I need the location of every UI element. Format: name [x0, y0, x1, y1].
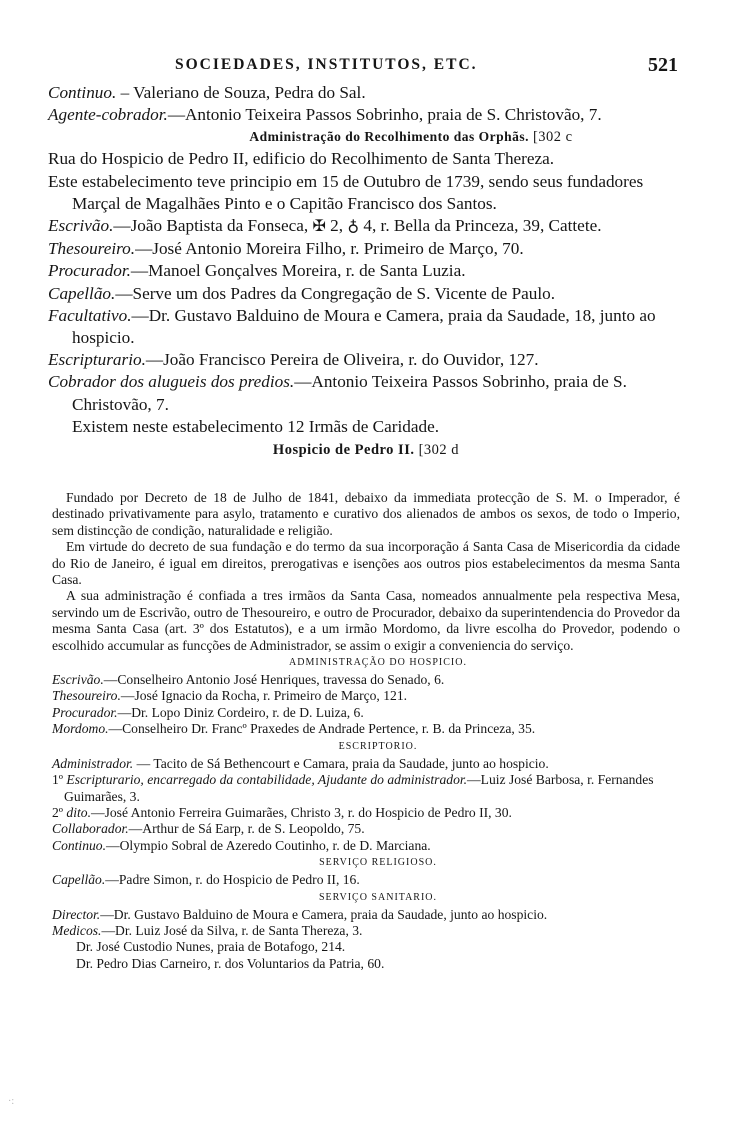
- paper-speck: ·:: [8, 1096, 15, 1107]
- entry-collaborador: Collaborador.—Arthur de Sá Earp, r. de S. Leopoldo, 75.: [52, 821, 365, 837]
- subheading-sanitario: SERVIÇO SANITARIO.: [318, 891, 438, 903]
- entry-label: Capellão.: [48, 283, 116, 303]
- entry-label: Director.: [52, 906, 101, 922]
- globe-cross-icon: ♁: [347, 218, 360, 236]
- subheading-religioso: SERVIÇO RELIGIOSO.: [319, 857, 437, 869]
- entry-label: Thesoureiro.: [48, 239, 136, 259]
- subheading-administracao: ADMINISTRAÇÃO DO HOSPICIO.: [289, 657, 467, 669]
- entry-label: Facultativo.: [48, 305, 132, 325]
- entry-label: Capellão.: [52, 872, 106, 888]
- entry-escripturario: Escripturario.—João Francisco Pereira de Oliveira, r. do Ouvidor, 127.: [48, 350, 539, 370]
- entry-label: dito.: [66, 804, 91, 820]
- entry-label: Continuo.: [52, 837, 107, 853]
- section-heading-orphas: Administração do Recolhimento das Orphãs. [302 c: [249, 129, 573, 146]
- orphas-closing: Existem neste estabelecimento 12 Irmãs de Caridade.: [72, 416, 440, 436]
- entry-continuo: Continuo. – Valeriano de Souza, Pedra do Sal.: [48, 83, 366, 102]
- entry-director: Director.—Dr. Gustavo Balduino de Moura e Camera, praia da Saudade, junto ao hospicio.: [52, 906, 548, 922]
- hospicio-paragraph: Fundado por Decreto de 18 de Julho de 1841, debaixo da immediata protecção de S. M. o Imperador, é destinado privativamente para asylo, tratamento e curativo dos alienados de ambos os sexos, de todo o Imperio, sem distincção de condição, naturalidade e religião.: [52, 490, 680, 538]
- entry-label: Thesoureiro.: [52, 688, 121, 704]
- page-number: 521: [648, 54, 678, 76]
- section-ref: [302 d: [418, 442, 460, 459]
- entry-label: Administrador.: [52, 755, 134, 771]
- entry-capellao: Capellão.—Padre Simon, r. do Hospicio de Pedro II, 16.: [52, 872, 360, 888]
- cross-icon: ✠: [312, 218, 326, 236]
- entry-escrivao: Escrivão.—Conselheiro Antonio José Henriques, travessa do Senado, 6.: [52, 672, 445, 688]
- entry-escripturario-2: 2º dito.—José Antonio Ferreira Guimarães, Christo 3, r. do Hospicio de Pedro II, 30.: [52, 804, 512, 820]
- entry-escrivao: Escrivão.—João Baptista da Fonseca, ✠ 2, ♁ 4, r. Bella da Princeza, 39, Cattete.: [48, 216, 602, 236]
- entry-label: Mordomo.: [52, 721, 109, 737]
- hospicio-paragraph: Em virtude do decreto de sua fundação e do termo da sua incorporação á Santa Casa de Misericordia da cidade do Rio de Janeiro, é igual em direitos, prerogativas e isenções aos outros pios estabelecimentos da mesma Santa Casa.: [52, 539, 680, 588]
- entry-agente-cobrador: Agente-cobrador.—Antonio Teixeira Passos Sobrinho, praia de S. Christovão, 7.: [48, 105, 602, 125]
- entry-text: Antonio Teixeira Passos Sobrinho, praia de S. Christovão, 7.: [185, 105, 602, 125]
- entry-medicos: Medicos.—Dr. Luiz José da Silva, r. de Santa Thereza, 3.: [52, 922, 363, 938]
- entry-label: Escrivão.: [52, 672, 104, 688]
- entry-label: Continuo.: [48, 83, 117, 102]
- entry-label: Procurador.: [52, 704, 118, 720]
- subheading-escriptorio: ESCRIPTORIO.: [338, 740, 418, 752]
- medico-line: Dr. Pedro Dias Carneiro, r. dos Voluntarios da Patria, 60.: [76, 955, 385, 971]
- entry-label: Collaborador.: [52, 821, 129, 837]
- section-heading-hospicio: Hospicio de Pedro II. [302 d: [272, 442, 460, 459]
- hospicio-paragraph: A sua administração é confiada a tres irmãos da Santa Casa, nomeados annualmente pela respectiva Mesa, servindo um de Escrivão, outro de Thesoureiro, e outro de Procurador, debaixo da superintendencia do Provedor da mesma Santa Casa (art. 3º dos Estatutos), e a um irmão Mordomo, da livre escolha do Provedor, podendo o escolhido accumular as funcções de Administrador, se assim o exigir a conveniencia do serviço.: [52, 588, 680, 653]
- entry-mordomo: Mordomo.—Conselheiro Dr. Francº Praxedes de Andrade Pertence, r. B. da Princeza, 35.: [52, 721, 536, 737]
- entry-escripturario-1: 1º Escripturario, encarregado da contabilidade, Ajudante do administrador.—Luiz José Barbosa, r. Fernandes Guimarães, 3.: [52, 772, 654, 804]
- medico-line: Dr. José Custodio Nunes, praia de Botafogo, 214.: [76, 939, 346, 955]
- entry-label: Escripturario, encarregado da contabilidade, Ajudante do administrador.: [66, 772, 468, 788]
- entry-text: Valeriano de Souza, Pedra do Sal.: [133, 83, 366, 102]
- entry-procurador: Procurador.—Manoel Gonçalves Moreira, r. de Santa Luzia.: [48, 261, 466, 281]
- hospicio-section: [52, 490, 680, 972]
- entry-cobrador: Cobrador dos alugueis dos predios.—Antonio Teixeira Passos Sobrinho, praia de S. Christovão, 7.: [48, 372, 627, 414]
- entry-label: Escrivão.: [48, 216, 114, 236]
- orphas-address: Rua do Hospicio de Pedro II, edificio do Recolhimento de Santa Thereza.: [48, 149, 555, 169]
- entry-label: Procurador.: [48, 261, 131, 281]
- entry-thesoureiro: Thesoureiro.—José Antonio Moreira Filho, r. Primeiro de Março, 70.: [48, 239, 524, 259]
- section-ref: [302 c: [532, 129, 573, 146]
- orphas-section: [48, 82, 684, 462]
- entry-administrador: Administrador. — Tacito de Sá Bethencourt e Camara, praia da Saudade, junto ao hospicio.: [52, 755, 549, 771]
- entry-continuo: Continuo.—Olympio Sobral de Azeredo Coutinho, r. de D. Marciana.: [52, 837, 431, 853]
- entry-thesoureiro: Thesoureiro.—José Ignacio da Rocha, r. Primeiro de Março, 121.: [52, 688, 408, 704]
- entry-procurador: Procurador.—Dr. Lopo Diniz Cordeiro, r. de D. Luiza, 6.: [52, 704, 364, 720]
- entry-capellao: Capellão.—Serve um dos Padres da Congregação de S. Vicente de Paulo.: [48, 283, 556, 303]
- entry-label: Cobrador dos alugueis dos predios.: [48, 372, 295, 392]
- entry-label: Medicos.: [52, 922, 102, 938]
- entry-facultativo: Facultativo.—Dr. Gustavo Balduino de Moura e Camera, praia da Saudade, 18, junto ao hospicio.: [48, 305, 656, 348]
- entry-label: Agente-cobrador.: [48, 105, 168, 125]
- entry-label: Escripturario.: [48, 350, 146, 370]
- running-title: SOCIEDADES, INSTITUTOS, ETC.: [175, 56, 478, 73]
- orphas-intro: Este estabelecimento teve principio em 15 de Outubro de 1739, sendo seus fundadores Marçal de Magalhães Pinto e o Capitão Francisco dos Santos.: [48, 171, 644, 213]
- running-header: [0, 56, 747, 82]
